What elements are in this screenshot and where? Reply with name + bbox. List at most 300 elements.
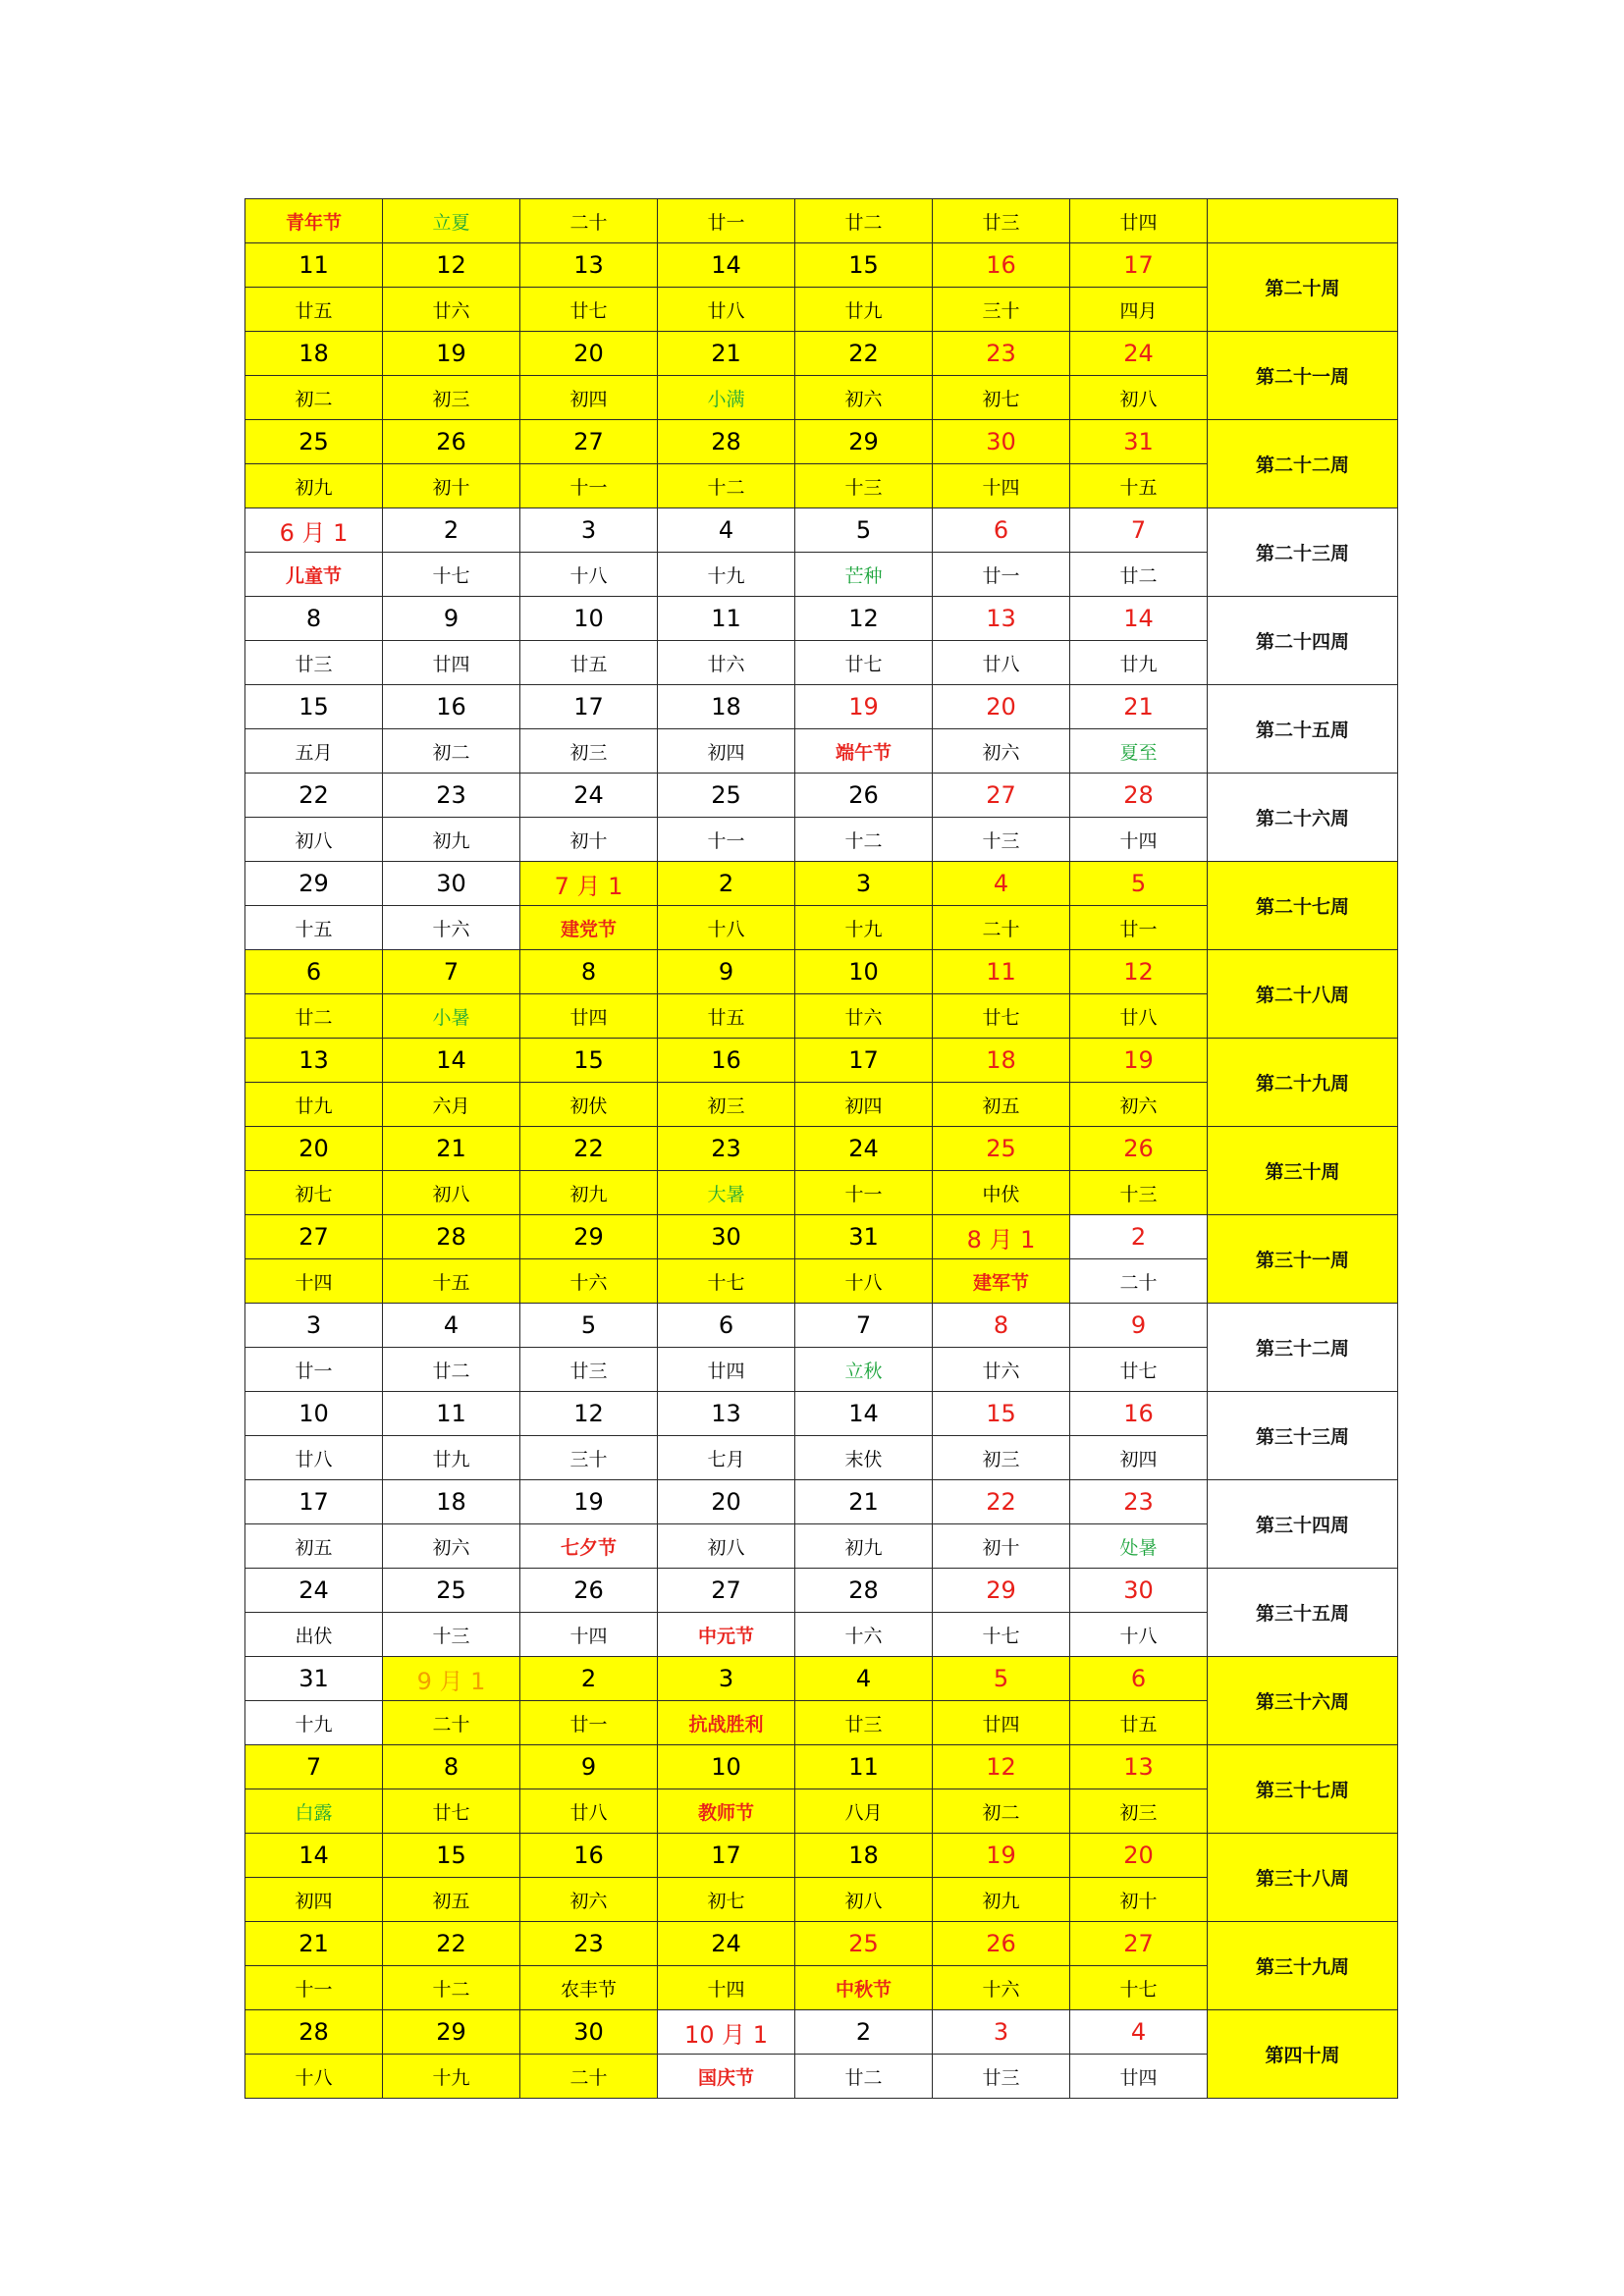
festival-label: 建军节: [933, 1259, 1070, 1304]
lunar-date: 农丰节: [520, 1966, 658, 2010]
day-number: 19: [795, 685, 933, 729]
lunar-date: 廿八: [1070, 994, 1208, 1039]
lunar-date: 廿四: [520, 994, 658, 1039]
lunar-date: 十四: [658, 1966, 795, 2010]
lunar-date: 初六: [1070, 1083, 1208, 1127]
lunar-date: 十八: [1070, 1613, 1208, 1657]
lunar-date: 廿一: [658, 199, 795, 243]
lunar-date: 十二: [658, 464, 795, 508]
lunar-date: 十二: [383, 1966, 520, 2010]
day-number: 2: [520, 1657, 658, 1701]
week-label: 第二十八周: [1208, 950, 1398, 1039]
day-number: 29: [383, 2010, 520, 2055]
day-number: 20: [245, 1127, 383, 1171]
week-date-row: [245, 774, 1398, 818]
week-date-row: [245, 420, 1398, 464]
day-number: 7: [1070, 508, 1208, 553]
day-number: 28: [658, 420, 795, 464]
day-number: 20: [658, 1480, 795, 1524]
day-number: 31: [1070, 420, 1208, 464]
lunar-date: 廿七: [933, 994, 1070, 1039]
day-number: 24: [795, 1127, 933, 1171]
lunar-date: 廿一: [1070, 906, 1208, 950]
top-lunar-row: [245, 199, 1398, 243]
lunar-date: 初伏: [520, 1083, 658, 1127]
day-number: 2: [658, 862, 795, 906]
day-number: 19: [1070, 1039, 1208, 1083]
day-number: 10: [795, 950, 933, 994]
lunar-date: 廿一: [245, 1348, 383, 1392]
day-number: 6: [245, 950, 383, 994]
day-number: 21: [1070, 685, 1208, 729]
day-number: 9 月 1: [383, 1657, 520, 1701]
lunar-date: 初九: [520, 1171, 658, 1215]
day-number: 25: [658, 774, 795, 818]
day-number: 22: [383, 1922, 520, 1966]
lunar-date: 初三: [520, 729, 658, 774]
day-number: 30: [933, 420, 1070, 464]
lunar-date: 十三: [933, 818, 1070, 862]
day-number: 9: [658, 950, 795, 994]
lunar-date: 初六: [795, 376, 933, 420]
lunar-date: 十三: [383, 1613, 520, 1657]
lunar-date: 末伏: [795, 1436, 933, 1480]
week-date-row: [245, 243, 1398, 288]
lunar-date: 三十: [933, 288, 1070, 332]
day-number: 4: [1070, 2010, 1208, 2055]
day-number: 12: [933, 1745, 1070, 1789]
festival-label: 立夏: [383, 199, 520, 243]
lunar-date: 二十: [520, 2055, 658, 2099]
solar-term-label: 夏至: [1070, 729, 1208, 774]
week-label: 第三十三周: [1208, 1392, 1398, 1480]
calendar-body: [245, 199, 1398, 2099]
day-number: 10: [658, 1745, 795, 1789]
lunar-date: 廿二: [795, 2055, 933, 2099]
lunar-date: 廿四: [383, 641, 520, 685]
day-number: 21: [795, 1480, 933, 1524]
lunar-date: 十一: [520, 464, 658, 508]
festival-label: 中秋节: [795, 1966, 933, 2010]
lunar-date: 十六: [520, 1259, 658, 1304]
week-label: 第二十六周: [1208, 774, 1398, 862]
lunar-date: 初九: [933, 1878, 1070, 1922]
week-date-row: [245, 1922, 1398, 1966]
week-date-row: [245, 597, 1398, 641]
day-number: 12: [795, 597, 933, 641]
week-label: 第三十六周: [1208, 1657, 1398, 1745]
lunar-date: 初十: [520, 818, 658, 862]
lunar-date: 十五: [1070, 464, 1208, 508]
lunar-date: 廿三: [933, 199, 1070, 243]
lunar-date: 八月: [795, 1789, 933, 1834]
day-number: 12: [1070, 950, 1208, 994]
lunar-date: 廿八: [658, 288, 795, 332]
week-date-row: [245, 1834, 1398, 1878]
day-number: 27: [245, 1215, 383, 1259]
lunar-date: 十二: [795, 818, 933, 862]
lunar-date: 十八: [658, 906, 795, 950]
week-date-row: [245, 332, 1398, 376]
festival-label: 国庆节: [658, 2055, 795, 2099]
day-number: 23: [1070, 1480, 1208, 1524]
lunar-date: 十四: [933, 464, 1070, 508]
day-number: 27: [658, 1569, 795, 1613]
solar-term-label: 立秋: [795, 1348, 933, 1392]
day-number: 16: [520, 1834, 658, 1878]
week-label: 第二十三周: [1208, 508, 1398, 597]
lunar-date: 廿四: [933, 1701, 1070, 1745]
day-number: 5: [520, 1304, 658, 1348]
lunar-date: 十九: [658, 553, 795, 597]
lunar-date: 初四: [520, 376, 658, 420]
day-number: 18: [795, 1834, 933, 1878]
day-number: 23: [658, 1127, 795, 1171]
day-number: 27: [1070, 1922, 1208, 1966]
day-number: 16: [933, 243, 1070, 288]
day-number: 9: [1070, 1304, 1208, 1348]
lunar-date: 十六: [795, 1613, 933, 1657]
day-number: 8: [245, 597, 383, 641]
lunar-date: 十九: [383, 2055, 520, 2099]
lunar-date: 出伏: [245, 1613, 383, 1657]
solar-term-label: 芒种: [795, 553, 933, 597]
day-number: 23: [520, 1922, 658, 1966]
day-number: 11: [658, 597, 795, 641]
day-number: 17: [795, 1039, 933, 1083]
day-number: 18: [658, 685, 795, 729]
lunar-date: 廿七: [520, 288, 658, 332]
festival-label: 儿童节: [245, 553, 383, 597]
festival-label: 中元节: [658, 1613, 795, 1657]
week-label: 第三十周: [1208, 1127, 1398, 1215]
day-number: 5: [795, 508, 933, 553]
day-number: 27: [933, 774, 1070, 818]
lunar-date: 初六: [933, 729, 1070, 774]
day-number: 2: [1070, 1215, 1208, 1259]
lunar-date: 二十: [1070, 1259, 1208, 1304]
day-number: 17: [520, 685, 658, 729]
lunar-date: 廿二: [795, 199, 933, 243]
day-number: 14: [795, 1392, 933, 1436]
lunar-date: 初八: [245, 818, 383, 862]
lunar-date: 初七: [658, 1878, 795, 1922]
day-number: 16: [658, 1039, 795, 1083]
day-number: 19: [933, 1834, 1070, 1878]
lunar-date: 十四: [1070, 818, 1208, 862]
day-number: 16: [383, 685, 520, 729]
lunar-date: 十九: [245, 1701, 383, 1745]
week-date-row: [245, 508, 1398, 553]
lunar-date: 廿四: [1070, 2055, 1208, 2099]
lunar-date: 初八: [383, 1171, 520, 1215]
lunar-date: 廿三: [520, 1348, 658, 1392]
lunar-date: 初六: [520, 1878, 658, 1922]
day-number: 10: [245, 1392, 383, 1436]
day-number: 14: [1070, 597, 1208, 641]
week-date-row: [245, 1480, 1398, 1524]
week-date-row: [245, 1215, 1398, 1259]
week-label: 第三十九周: [1208, 1922, 1398, 2010]
lunar-date: 十七: [1070, 1966, 1208, 2010]
lunar-date: 廿六: [795, 994, 933, 1039]
day-number: 31: [245, 1657, 383, 1701]
week-date-row: [245, 862, 1398, 906]
day-number: 9: [383, 597, 520, 641]
day-number: 21: [245, 1922, 383, 1966]
day-number: 4: [933, 862, 1070, 906]
lunar-date: 廿四: [1070, 199, 1208, 243]
day-number: 18: [245, 332, 383, 376]
lunar-date: 十三: [795, 464, 933, 508]
day-number: 15: [795, 243, 933, 288]
day-number: 17: [658, 1834, 795, 1878]
day-number: 11: [245, 243, 383, 288]
calendar-table: [244, 198, 1398, 2099]
lunar-date: 廿五: [658, 994, 795, 1039]
day-number: 3: [520, 508, 658, 553]
day-number: 30: [520, 2010, 658, 2055]
week-label: 第二十二周: [1208, 420, 1398, 508]
lunar-date: 初五: [933, 1083, 1070, 1127]
day-number: 7 月 1: [520, 862, 658, 906]
lunar-date: 十五: [383, 1259, 520, 1304]
lunar-date: 十八: [245, 2055, 383, 2099]
day-number: 10 月 1: [658, 2010, 795, 2055]
day-number: 3: [658, 1657, 795, 1701]
day-number: 11: [933, 950, 1070, 994]
week-date-row: [245, 1569, 1398, 1613]
day-number: 5: [933, 1657, 1070, 1701]
lunar-date: 廿九: [795, 288, 933, 332]
lunar-date: 廿四: [658, 1348, 795, 1392]
day-number: 28: [795, 1569, 933, 1613]
day-number: 29: [520, 1215, 658, 1259]
lunar-date: 十八: [795, 1259, 933, 1304]
day-number: 15: [520, 1039, 658, 1083]
day-number: 29: [245, 862, 383, 906]
solar-term-label: 处暑: [1070, 1524, 1208, 1569]
day-number: 14: [383, 1039, 520, 1083]
lunar-date: 初十: [1070, 1878, 1208, 1922]
day-number: 8 月 1: [933, 1215, 1070, 1259]
lunar-date: 廿一: [520, 1701, 658, 1745]
lunar-date: 初九: [245, 464, 383, 508]
solar-term-label: 小满: [658, 376, 795, 420]
festival-label: 青年节: [245, 199, 383, 243]
lunar-date: 廿七: [795, 641, 933, 685]
day-number: 6 月 1: [245, 508, 383, 553]
lunar-date: 初八: [1070, 376, 1208, 420]
lunar-date: 十七: [383, 553, 520, 597]
day-number: 4: [658, 508, 795, 553]
week-label: [1208, 199, 1398, 243]
lunar-date: 初八: [795, 1878, 933, 1922]
day-number: 11: [383, 1392, 520, 1436]
week-label: 第三十四周: [1208, 1480, 1398, 1569]
day-number: 28: [1070, 774, 1208, 818]
day-number: 23: [383, 774, 520, 818]
lunar-date: 廿七: [1070, 1348, 1208, 1392]
solar-term-label: 大暑: [658, 1171, 795, 1215]
day-number: 15: [933, 1392, 1070, 1436]
solar-term-label: 小暑: [383, 994, 520, 1039]
day-number: 19: [520, 1480, 658, 1524]
day-number: 13: [658, 1392, 795, 1436]
day-number: 30: [1070, 1569, 1208, 1613]
day-number: 20: [1070, 1834, 1208, 1878]
day-number: 22: [245, 774, 383, 818]
lunar-date: 廿八: [933, 641, 1070, 685]
day-number: 7: [795, 1304, 933, 1348]
lunar-date: 廿六: [658, 641, 795, 685]
festival-label: 七夕节: [520, 1524, 658, 1569]
day-number: 8: [383, 1745, 520, 1789]
day-number: 22: [520, 1127, 658, 1171]
day-number: 24: [1070, 332, 1208, 376]
day-number: 7: [245, 1745, 383, 1789]
lunar-date: 初三: [1070, 1789, 1208, 1834]
day-number: 21: [383, 1127, 520, 1171]
lunar-date: 廿九: [245, 1083, 383, 1127]
lunar-date: 初五: [245, 1524, 383, 1569]
week-label: 第三十二周: [1208, 1304, 1398, 1392]
day-number: 6: [658, 1304, 795, 1348]
day-number: 17: [1070, 243, 1208, 288]
solar-term-label: 白露: [245, 1789, 383, 1834]
day-number: 23: [933, 332, 1070, 376]
day-number: 26: [795, 774, 933, 818]
week-date-row: [245, 1392, 1398, 1436]
day-number: 30: [383, 862, 520, 906]
day-number: 25: [933, 1127, 1070, 1171]
week-label: 第三十七周: [1208, 1745, 1398, 1834]
day-number: 19: [383, 332, 520, 376]
lunar-date: 初三: [383, 376, 520, 420]
day-number: 25: [383, 1569, 520, 1613]
lunar-date: 初九: [795, 1524, 933, 1569]
lunar-date: 廿六: [933, 1348, 1070, 1392]
lunar-date: 初四: [245, 1878, 383, 1922]
lunar-date: 十六: [383, 906, 520, 950]
day-number: 16: [1070, 1392, 1208, 1436]
week-date-row: [245, 1745, 1398, 1789]
day-number: 27: [520, 420, 658, 464]
lunar-date: 十四: [520, 1613, 658, 1657]
day-number: 2: [383, 508, 520, 553]
week-label: 第二十一周: [1208, 332, 1398, 420]
lunar-date: 十四: [245, 1259, 383, 1304]
week-label: 第二十九周: [1208, 1039, 1398, 1127]
lunar-date: 廿三: [245, 641, 383, 685]
lunar-date: 十一: [245, 1966, 383, 2010]
day-number: 25: [245, 420, 383, 464]
week-date-row: [245, 685, 1398, 729]
day-number: 13: [933, 597, 1070, 641]
week-label: 第二十七周: [1208, 862, 1398, 950]
day-number: 26: [1070, 1127, 1208, 1171]
lunar-date: 廿二: [383, 1348, 520, 1392]
day-number: 24: [245, 1569, 383, 1613]
day-number: 22: [933, 1480, 1070, 1524]
day-number: 22: [795, 332, 933, 376]
day-number: 9: [520, 1745, 658, 1789]
lunar-date: 三十: [520, 1436, 658, 1480]
day-number: 24: [520, 774, 658, 818]
lunar-date: 二十: [520, 199, 658, 243]
day-number: 20: [520, 332, 658, 376]
day-number: 3: [933, 2010, 1070, 2055]
week-date-row: [245, 1039, 1398, 1083]
week-date-row: [245, 950, 1398, 994]
week-label: 第二十五周: [1208, 685, 1398, 774]
day-number: 26: [933, 1922, 1070, 1966]
day-number: 24: [658, 1922, 795, 1966]
lunar-date: 七月: [658, 1436, 795, 1480]
lunar-date: 廿八: [520, 1789, 658, 1834]
lunar-date: 初六: [383, 1524, 520, 1569]
week-label: 第二十四周: [1208, 597, 1398, 685]
festival-label: 抗战胜利: [658, 1701, 795, 1745]
lunar-date: 初二: [933, 1789, 1070, 1834]
day-number: 18: [933, 1039, 1070, 1083]
lunar-date: 二十: [383, 1701, 520, 1745]
lunar-date: 廿二: [1070, 553, 1208, 597]
lunar-date: 十七: [933, 1613, 1070, 1657]
lunar-date: 六月: [383, 1083, 520, 1127]
lunar-date: 廿三: [795, 1701, 933, 1745]
festival-label: 教师节: [658, 1789, 795, 1834]
lunar-date: 二十: [933, 906, 1070, 950]
week-date-row: [245, 1127, 1398, 1171]
lunar-date: 初二: [245, 376, 383, 420]
lunar-date: 初四: [795, 1083, 933, 1127]
day-number: 15: [383, 1834, 520, 1878]
day-number: 8: [520, 950, 658, 994]
lunar-date: 四月: [1070, 288, 1208, 332]
day-number: 31: [795, 1215, 933, 1259]
day-number: 28: [245, 2010, 383, 2055]
week-date-row: [245, 1304, 1398, 1348]
day-number: 10: [520, 597, 658, 641]
lunar-date: 十一: [658, 818, 795, 862]
lunar-date: 十五: [245, 906, 383, 950]
festival-label: 端午节: [795, 729, 933, 774]
day-number: 14: [658, 243, 795, 288]
day-number: 30: [658, 1215, 795, 1259]
day-number: 18: [383, 1480, 520, 1524]
lunar-date: 初十: [933, 1524, 1070, 1569]
day-number: 29: [933, 1569, 1070, 1613]
lunar-date: 中伏: [933, 1171, 1070, 1215]
day-number: 13: [245, 1039, 383, 1083]
week-date-row: [245, 1657, 1398, 1701]
day-number: 26: [383, 420, 520, 464]
day-number: 20: [933, 685, 1070, 729]
lunar-date: 初三: [658, 1083, 795, 1127]
festival-label: 建党节: [520, 906, 658, 950]
lunar-date: 初四: [1070, 1436, 1208, 1480]
lunar-date: 初四: [658, 729, 795, 774]
day-number: 26: [520, 1569, 658, 1613]
lunar-date: 十九: [795, 906, 933, 950]
day-number: 12: [383, 243, 520, 288]
day-number: 6: [933, 508, 1070, 553]
lunar-date: 十六: [933, 1966, 1070, 2010]
lunar-date: 初五: [383, 1878, 520, 1922]
lunar-date: 十七: [658, 1259, 795, 1304]
week-label: 第三十五周: [1208, 1569, 1398, 1657]
